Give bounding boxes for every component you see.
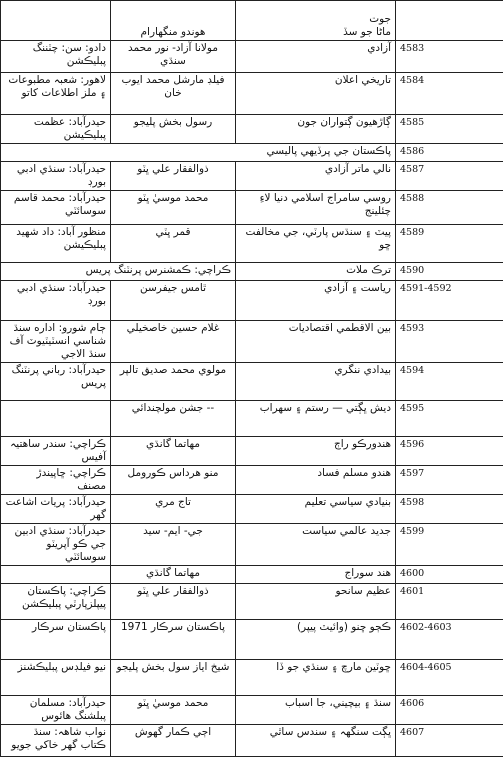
author-cell: غلام حسين خاصخيلي	[111, 321, 236, 363]
title-cell: رياست ۽ آزادي	[236, 281, 396, 321]
number-cell: 4584	[396, 73, 503, 115]
author-cell: منو هرداس ڪورومل	[111, 466, 236, 495]
title-cell: سنڌ ۽ بيچيني، جا اسباب	[236, 696, 396, 725]
author-cell: رسول بخش پليجو	[111, 115, 236, 144]
number-cell: 4597	[396, 466, 503, 495]
number-cell: 4607	[396, 725, 503, 757]
publisher-cell: ڪراچي: سندر ساهتيہ آفيس	[1, 437, 111, 466]
title-cell: روسي سامراج اسلامي دنيا لاءِ چئلينج	[236, 191, 396, 225]
number-cell: 4590	[396, 263, 503, 281]
header-row	[1, 1, 503, 41]
number-cell: 4595	[396, 401, 503, 437]
number-cell: 4587	[396, 162, 503, 191]
table-row	[1, 41, 503, 73]
header-author: هوندو منگهارام	[111, 1, 236, 41]
title-cell: ڇوٽين مارچ ۽ سنڌي جو ڏا	[236, 660, 396, 696]
author-cell: -- جشن مولچندائي	[111, 401, 236, 437]
table-row	[1, 162, 503, 191]
author-cell: مهاتما گانڌي	[111, 566, 236, 584]
author-cell: اڄي ڪمار گهوش	[111, 725, 236, 757]
number-cell: 4600	[396, 566, 503, 584]
publisher-cell	[1, 566, 111, 584]
table-row	[1, 401, 503, 437]
title-cell: نالي ماتر آزادي	[236, 162, 396, 191]
number-cell: 4591-4592	[396, 281, 503, 321]
number-cell: 4588	[396, 191, 503, 225]
table-row	[1, 660, 503, 696]
number-cell: 4589	[396, 225, 503, 263]
number-cell: 4606	[396, 696, 503, 725]
table-row	[1, 144, 503, 162]
title-cell: ديش ڀڳتي — رستم ۽ سهراب	[236, 401, 396, 437]
number-cell: 4604-4605	[396, 660, 503, 696]
author-cell: محمد موسيٰ ڀٽو	[111, 696, 236, 725]
title-cell: عظيم سانحو	[236, 584, 396, 620]
title-cell: ڀڳت سنگهہ ۽ سندس ساٿي	[236, 725, 396, 757]
publisher-cell: لاهور: شعبہ مطبوعات ۽ ملز اطلاعات کاتو	[1, 73, 111, 115]
table-row	[1, 437, 503, 466]
title-cell: تاريخي اعلان	[236, 73, 396, 115]
title-cell: هندو مسلم فساد	[236, 466, 396, 495]
table-row	[1, 620, 503, 660]
number-cell: 4593	[396, 321, 503, 363]
table-row	[1, 584, 503, 620]
number-cell: 4585	[396, 115, 503, 144]
publisher-cell: ڪراچي: پاڪستان پيپلزپارٽي پبليڪشن	[1, 584, 111, 620]
number-cell: 4583	[396, 41, 503, 73]
author-cell: محمد موسيٰ ڀٽو	[111, 191, 236, 225]
author-cell: ٿامس جيفرسن	[111, 281, 236, 321]
title-cell: بين الاقطمي اقتصاديات	[236, 321, 396, 363]
header-title-line2: ماڻا جو سڏ	[240, 26, 391, 39]
header-title-cell	[236, 1, 396, 41]
publisher-cell: منظور آباد: داد شهيد پبليڪيشن	[1, 225, 111, 263]
author-cell: مهاتما گانڌي	[111, 437, 236, 466]
table-row	[1, 566, 503, 584]
number-cell: 4586	[396, 144, 503, 162]
title-cell: هند سوراج	[236, 566, 396, 584]
table-row	[1, 466, 503, 495]
table-row	[1, 495, 503, 524]
title-cell: پيٽ ۽ سنڌس پارٽي، جي مخالفت ڇو	[236, 225, 396, 263]
header-title-line1: جوت	[240, 13, 391, 26]
publisher-cell: حيدرآباد: پريات اشاعت گهر	[1, 495, 111, 524]
publisher-cell: حيدرآباد: عظمت پبليڪيشن	[1, 115, 111, 144]
table-row	[1, 73, 503, 115]
publisher-cell: ڄام شورو: اداره سنڌ شناسي انسٽيٽيوٽ آف سنڌ الاجي	[1, 321, 111, 363]
number-cell: 4594	[396, 363, 503, 401]
title-cell: بنيادي سياسي تعليم	[236, 495, 396, 524]
table-row	[1, 524, 503, 566]
table-row	[1, 263, 503, 281]
header-publisher-cell	[1, 1, 111, 41]
publisher-cell: حيدرآباد: سنڌي ادبي بورڊ	[1, 281, 111, 321]
table-row	[1, 115, 503, 144]
publisher-cell: دادو: سن: چٽننگ پبليڪشن	[1, 41, 111, 73]
title-cell: هندورڪو راڄ	[236, 437, 396, 466]
header-number-cell	[396, 1, 503, 41]
title-cell: ڪڄو ڇنو (وائيٽ پيپر)	[236, 620, 396, 660]
publisher-cell	[1, 401, 111, 437]
author-cell: تاج مري	[111, 495, 236, 524]
table-row	[1, 321, 503, 363]
table-row	[1, 696, 503, 725]
publisher-cell: حيدرآباد: سنڌي ادبين جي ڪو آپريٽو سوسائٽي	[1, 524, 111, 566]
number-cell: 4601	[396, 584, 503, 620]
table-row	[1, 725, 503, 757]
author-cell: ذوالفقار علي ڀٽو	[111, 162, 236, 191]
publisher-cell: حيدرآباد: محمد قاسم سوسائٽي	[1, 191, 111, 225]
table-row	[1, 281, 503, 321]
publisher-cell: نيو فيلڊس پبليڪشنز	[1, 660, 111, 696]
publisher-cell: ڪراچي: ڪمشنرس پرنٽنگ پريس	[1, 263, 236, 281]
publisher-cell: نواب شاهہ: سنڌ ڪتاب گهر خاکي جويو	[1, 725, 111, 757]
author-cell: پاڪستان سرڪار 1971	[111, 620, 236, 660]
publisher-cell: ڪراچي: ڇاپيندڙ مصنف	[1, 466, 111, 495]
author-cell: مولوي محمد صديق تالپر	[111, 363, 236, 401]
title-cell: پاڪستان جي پرڏيهي پاليسي	[1, 144, 396, 162]
table-row	[1, 225, 503, 263]
number-cell: 4602-4603	[396, 620, 503, 660]
title-cell: ڳاڙهيون ڳتواران جون	[236, 115, 396, 144]
number-cell: 4598	[396, 495, 503, 524]
author-cell: مولانا آزاد- نور محمد سنڌي	[111, 41, 236, 73]
publisher-cell: حيدرآباد: رباني پرنٽنگ پريس	[1, 363, 111, 401]
publisher-cell: پاڪستان سرڪار	[1, 620, 111, 660]
publisher-cell: حيدرآباد: مسلمان پبلشنگ هائوس	[1, 696, 111, 725]
table-row	[1, 191, 503, 225]
table-row	[1, 363, 503, 401]
author-cell: ذوالفقار علي ڀٽو	[111, 584, 236, 620]
number-cell: 4599	[396, 524, 503, 566]
author-cell: فيلڊ مارشل محمد ايوب خان	[111, 73, 236, 115]
publisher-cell: حيدرآباد: سنڌي ادبي بورڊ	[1, 162, 111, 191]
number-cell: 4596	[396, 437, 503, 466]
title-cell: آزادي	[236, 41, 396, 73]
title-cell: بيدادي ننگري	[236, 363, 396, 401]
author-cell: قمر ڀٽي	[111, 225, 236, 263]
title-cell: ترڪ ملات	[236, 263, 396, 281]
author-cell: جي- ايم- سيد	[111, 524, 236, 566]
title-cell: جديد عالمي سياست	[236, 524, 396, 566]
author-cell: شيخ اياز سول بخش پليجو	[111, 660, 236, 696]
